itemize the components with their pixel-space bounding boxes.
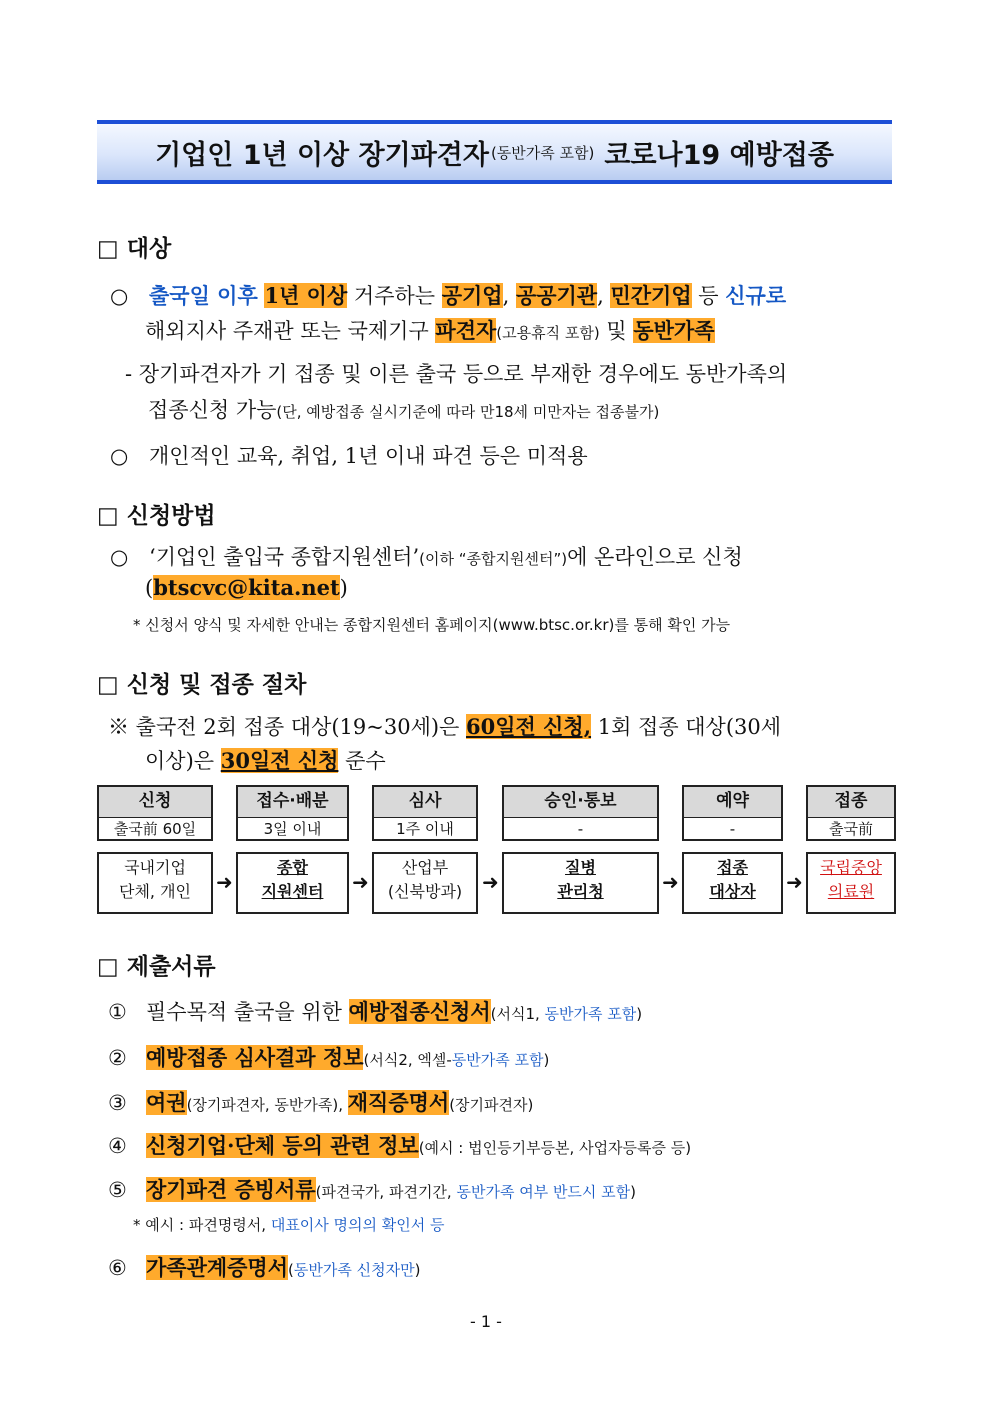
actor-line: 지원센터 xyxy=(261,882,324,901)
bullet: ○ xyxy=(110,444,129,468)
doc-note: (파견국가, 파견기간, xyxy=(315,1183,457,1201)
doc-note: (예시 : 법인등기부등본, 사업자등록증 등) xyxy=(418,1139,692,1157)
procedure-text: 준수 xyxy=(338,749,386,773)
doc-number: ② xyxy=(108,1046,127,1070)
doc-title: 신청기업·단체 등의 관련 정보 xyxy=(146,1133,419,1158)
procedure-text: 이상)은 xyxy=(145,749,221,773)
actor-nmc xyxy=(806,852,896,914)
doc-note: * 예시 : 파견명령서, xyxy=(133,1216,271,1234)
doc-note-blue: 동반가족 여부 반드시 포함 xyxy=(456,1183,631,1201)
doc-note-blue: 동반가족 포함 xyxy=(544,1005,637,1023)
step-receipt xyxy=(236,785,349,841)
page-number: - 1 - xyxy=(470,1312,502,1331)
section-heading-method: □ 신청방법 xyxy=(97,503,216,529)
step-header: 승인·통보 xyxy=(504,787,657,818)
method-line-2 xyxy=(145,575,348,600)
step-approve xyxy=(502,785,659,841)
doc-title: 여권 xyxy=(146,1090,187,1115)
target-text: 및 xyxy=(599,319,634,343)
procedure-text: 1회 접종 대상(30세 xyxy=(591,715,782,739)
doc-note: (장기파견자, 동반가족), xyxy=(186,1096,348,1114)
step-time: - xyxy=(577,820,584,838)
doc-4 xyxy=(108,1130,691,1160)
doc-5 xyxy=(108,1174,636,1204)
target-period: 1년 이상 xyxy=(264,283,348,308)
doc-note: ) xyxy=(414,1261,421,1279)
step-review xyxy=(372,785,478,841)
step-reserve xyxy=(682,785,783,841)
doc-note-blue: 동반가족 신청자만 xyxy=(293,1261,415,1279)
doc-title: 장기파견 증빙서류 xyxy=(146,1177,316,1202)
target-line-2 xyxy=(145,315,715,345)
actor-line: 대상자 xyxy=(709,882,756,901)
procedure-text: ※ 출국전 2회 접종 대상(19~30세)은 xyxy=(108,715,467,739)
actor-line: 관리청 xyxy=(557,882,604,901)
actor-domestic xyxy=(97,852,213,914)
doc-note-blue: 대표이사 명의의 확인서 등 xyxy=(270,1216,445,1234)
doc-2 xyxy=(108,1042,549,1072)
step-time: 출국前 xyxy=(829,820,873,838)
actor-line: 산업부 xyxy=(401,858,449,877)
doc-text: 필수목적 출국을 위한 xyxy=(146,1000,349,1024)
doc-note: (서식2, 엑셀- xyxy=(363,1051,452,1069)
arrow-icon: ➜ xyxy=(786,870,803,894)
target-text: 거주하는 xyxy=(347,284,442,308)
step-apply xyxy=(97,785,213,841)
step-header: 접종 xyxy=(808,787,894,818)
section-heading-documents: □ 제출서류 xyxy=(97,954,216,980)
actor-line: 의료원 xyxy=(827,882,875,901)
doc-6 xyxy=(108,1252,420,1282)
doc-note-blue: 동반가족 포함 xyxy=(451,1051,544,1069)
target-text: 개인적인 교육, 취업, 1년 이내 파견 등은 미적용 xyxy=(149,444,588,468)
actor-ministry xyxy=(372,852,478,914)
target-private-corp: 민간기업 xyxy=(610,283,692,308)
target-new: 신규로 xyxy=(725,283,787,308)
procedure-60day: 60일전 신청, xyxy=(466,714,592,739)
method-text: ‘기업인 출입국 종합지원센터’ xyxy=(149,545,420,569)
actor-line: (신북방과) xyxy=(387,882,463,901)
section-heading-target: □ 대상 xyxy=(97,236,172,262)
section-heading-procedure: □ 신청 및 접종 절차 xyxy=(97,672,307,698)
arrow-icon: ➜ xyxy=(482,870,499,894)
target-detail-2 xyxy=(148,394,659,424)
step-time: 3일 이내 xyxy=(263,820,322,838)
target-note: (단, 예방접종 실시기준에 따라 만18세 미만자는 접종불가) xyxy=(276,403,660,421)
bullet: ○ xyxy=(110,284,129,308)
doc-number: ③ xyxy=(108,1091,127,1115)
step-header: 신청 xyxy=(99,787,211,818)
doc-5-note xyxy=(133,1214,445,1235)
method-text: 에 온라인으로 신청 xyxy=(567,545,743,569)
target-public-inst: 공공기관 xyxy=(515,283,598,308)
doc-note: ) xyxy=(630,1183,637,1201)
title-small: (동반가족 포함) xyxy=(490,143,595,162)
procedure-30day: 30일전 신청 xyxy=(220,748,339,773)
step-header: 접수·배분 xyxy=(238,787,347,818)
target-text: 해외지사 주재관 또는 국제기구 xyxy=(145,319,436,343)
arrow-icon: ➜ xyxy=(662,870,679,894)
paren: ) xyxy=(339,576,348,600)
paren: ( xyxy=(145,576,154,600)
step-header: 예약 xyxy=(684,787,781,818)
doc-1 xyxy=(108,996,642,1026)
target-date: 출국일 이후 xyxy=(149,283,258,308)
doc-number: ⑥ xyxy=(108,1256,127,1280)
step-header: 심사 xyxy=(374,787,476,818)
procedure-line-2 xyxy=(145,745,386,775)
title-main-2: 코로나19 예방접종 xyxy=(604,139,834,171)
bullet: ○ xyxy=(110,545,129,569)
target-line-1 xyxy=(110,280,786,310)
doc-note: ) xyxy=(543,1051,550,1069)
doc-note: ( xyxy=(288,1261,294,1279)
actor-line: 국내기업 xyxy=(124,858,186,877)
doc-number: ④ xyxy=(108,1134,127,1158)
target-public-corp: 공기업 xyxy=(441,283,503,308)
title-main-1: 기업인 1년 이상 장기파견자 xyxy=(155,139,489,171)
doc-number: ① xyxy=(108,1000,127,1024)
comma: , xyxy=(502,284,516,308)
doc-title: 예방접종신청서 xyxy=(348,999,491,1024)
doc-note: (장기파견자) xyxy=(449,1096,534,1114)
step-vaccinate xyxy=(806,785,896,841)
actor-line: 단체, 개인 xyxy=(119,882,191,901)
target-line-3 xyxy=(110,440,588,470)
procedure-line-1 xyxy=(108,711,781,741)
actor-center xyxy=(236,852,349,914)
target-note: (고용휴직 포함) xyxy=(496,324,600,342)
target-text: 등 xyxy=(691,284,726,308)
actor-line: 질병 xyxy=(565,858,596,877)
step-time: 1주 이내 xyxy=(396,820,454,838)
target-family: 동반가족 xyxy=(633,318,715,343)
target-detail-1: - 장기파견자가 기 접종 및 이른 출국 등으로 부재한 경우에도 동반가족의 xyxy=(125,362,788,386)
doc-title: 예방접종 심사결과 정보 xyxy=(146,1045,364,1070)
method-note: * 신청서 양식 및 자세한 안내는 종합지원센터 홈페이지(www.btsc.or.kr)를 통해 확인 가능 xyxy=(133,616,731,634)
doc-note: (서식1, xyxy=(490,1005,545,1023)
method-note: (이하 “종합지원센터”) xyxy=(419,550,568,568)
step-time: - xyxy=(729,820,736,838)
doc-title: 재직증명서 xyxy=(347,1090,450,1115)
step-time: 출국前 60일 xyxy=(113,820,197,838)
actor-kdca xyxy=(502,852,659,914)
page-title xyxy=(97,120,892,184)
actor-line: 접종 xyxy=(717,858,748,877)
method-email[interactable]: btscvc@kita.net xyxy=(153,575,340,600)
arrow-icon: ➜ xyxy=(352,870,369,894)
doc-3 xyxy=(108,1087,533,1117)
comma: , xyxy=(597,284,611,308)
target-text: 접종신청 가능 xyxy=(148,398,277,422)
target-dispatched: 파견자 xyxy=(435,318,497,343)
actor-line: 종합 xyxy=(277,858,308,877)
actor-line: 국립중앙 xyxy=(820,858,882,877)
arrow-icon: ➜ xyxy=(216,870,233,894)
method-line-1 xyxy=(110,541,743,571)
doc-note: ) xyxy=(636,1005,643,1023)
doc-title: 가족관계증명서 xyxy=(146,1255,289,1280)
doc-number: ⑤ xyxy=(108,1178,127,1202)
actor-recipient xyxy=(682,852,783,914)
